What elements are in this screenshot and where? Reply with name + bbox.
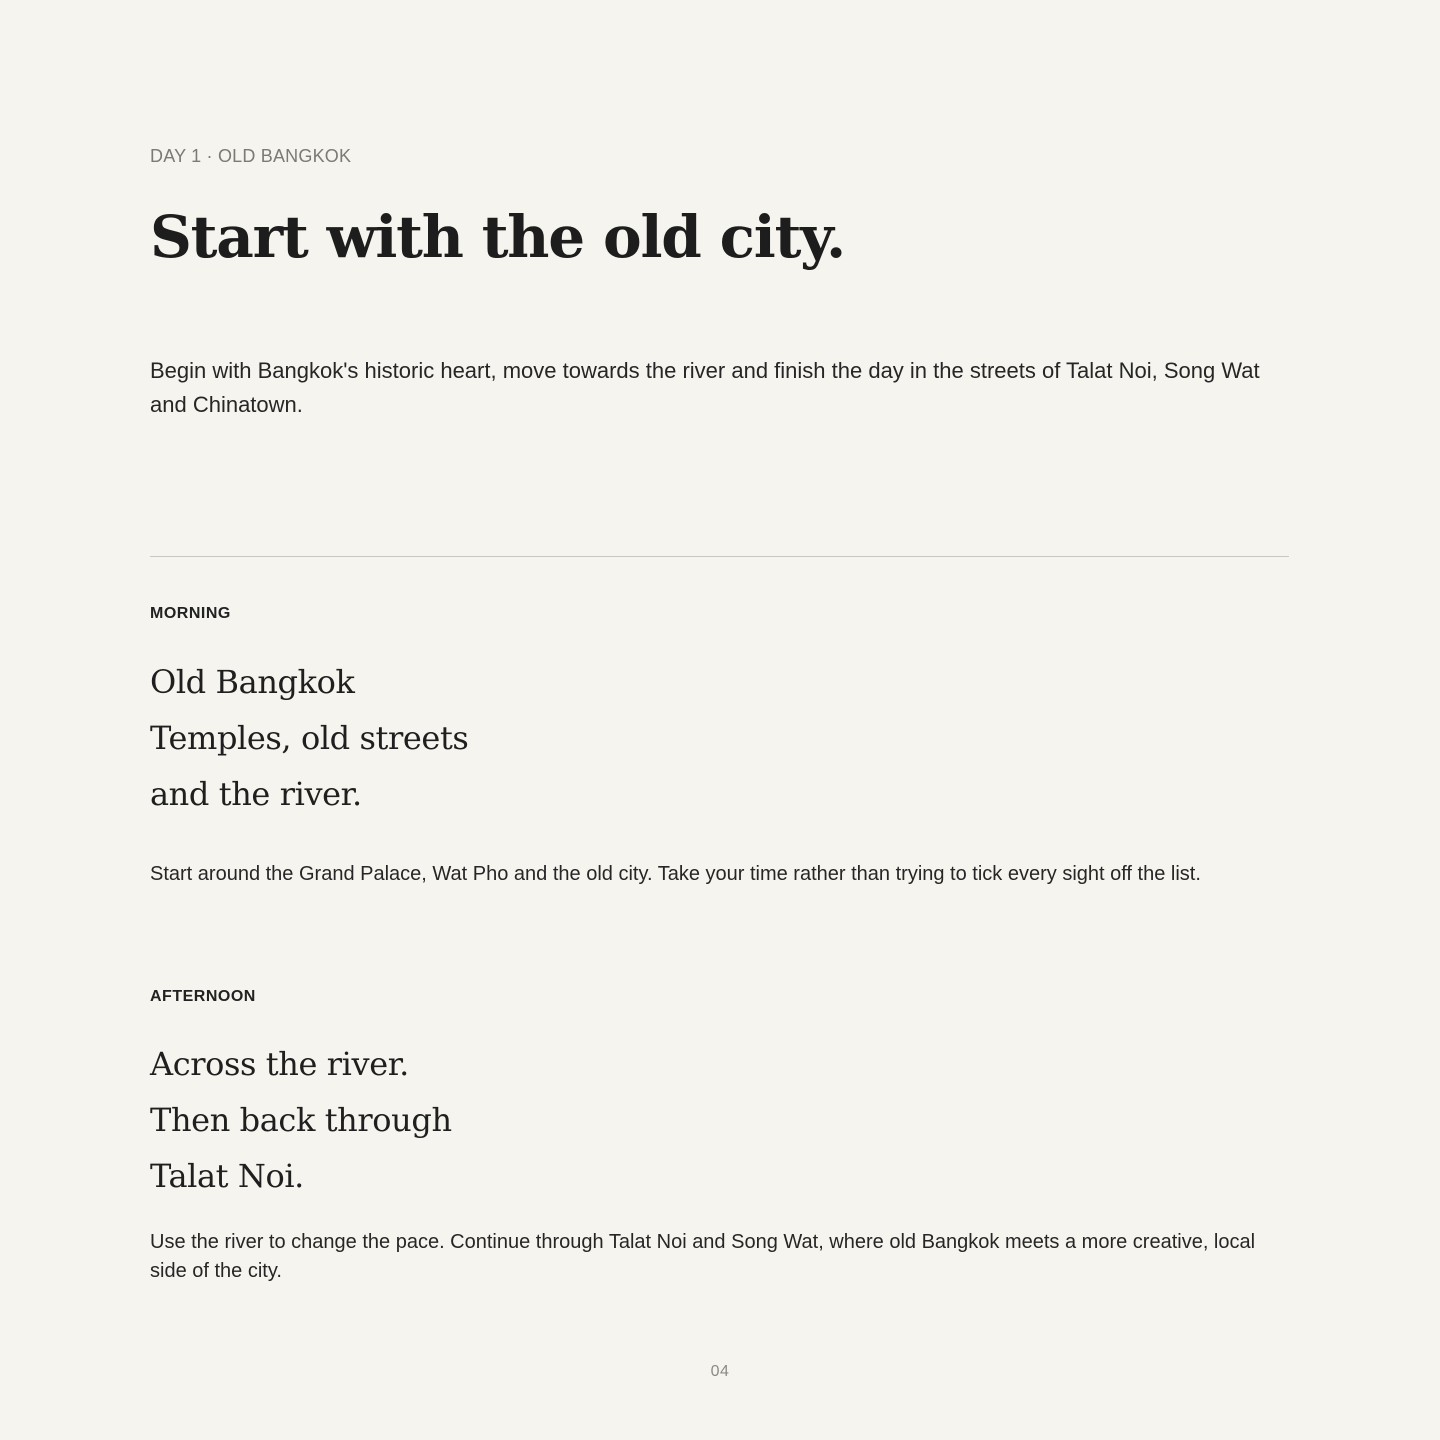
morning-heading-line: Temples, old streets — [150, 719, 469, 757]
afternoon-body: Use the river to change the pace. Continue through Talat Noi and Song Wat, where old Bangkok meets a more creative, local side of the city. — [150, 1231, 1256, 1282]
morning-heading-line: and the river. — [150, 775, 362, 813]
page-number: 04 — [710, 1363, 730, 1380]
afternoon-heading — [150, 1036, 452, 1204]
morning-heading-line: Old Bangkok — [150, 663, 355, 701]
afternoon-heading-line: Talat Noi. — [150, 1157, 304, 1195]
day-eyebrow: DAY 1 · OLD BANGKOK — [150, 146, 352, 166]
afternoon-label: AFTERNOON — [150, 988, 256, 1005]
intro-paragraph: Begin with Bangkok's historic heart, move towards the river and finish the day in the streets of Talat Noi, Song Wat and Chinatown. — [150, 358, 1260, 417]
morning-heading — [150, 654, 468, 822]
afternoon-heading-line: Across the river. — [150, 1045, 409, 1083]
section-divider — [150, 556, 1289, 557]
page-title: Start with the old city. — [150, 203, 846, 271]
morning-label: MORNING — [150, 605, 231, 622]
afternoon-heading-line: Then back through — [150, 1101, 452, 1139]
morning-body: Start around the Grand Palace, Wat Pho and the old city. Take your time rather than trying to tick every sight off the list. — [150, 863, 1201, 885]
